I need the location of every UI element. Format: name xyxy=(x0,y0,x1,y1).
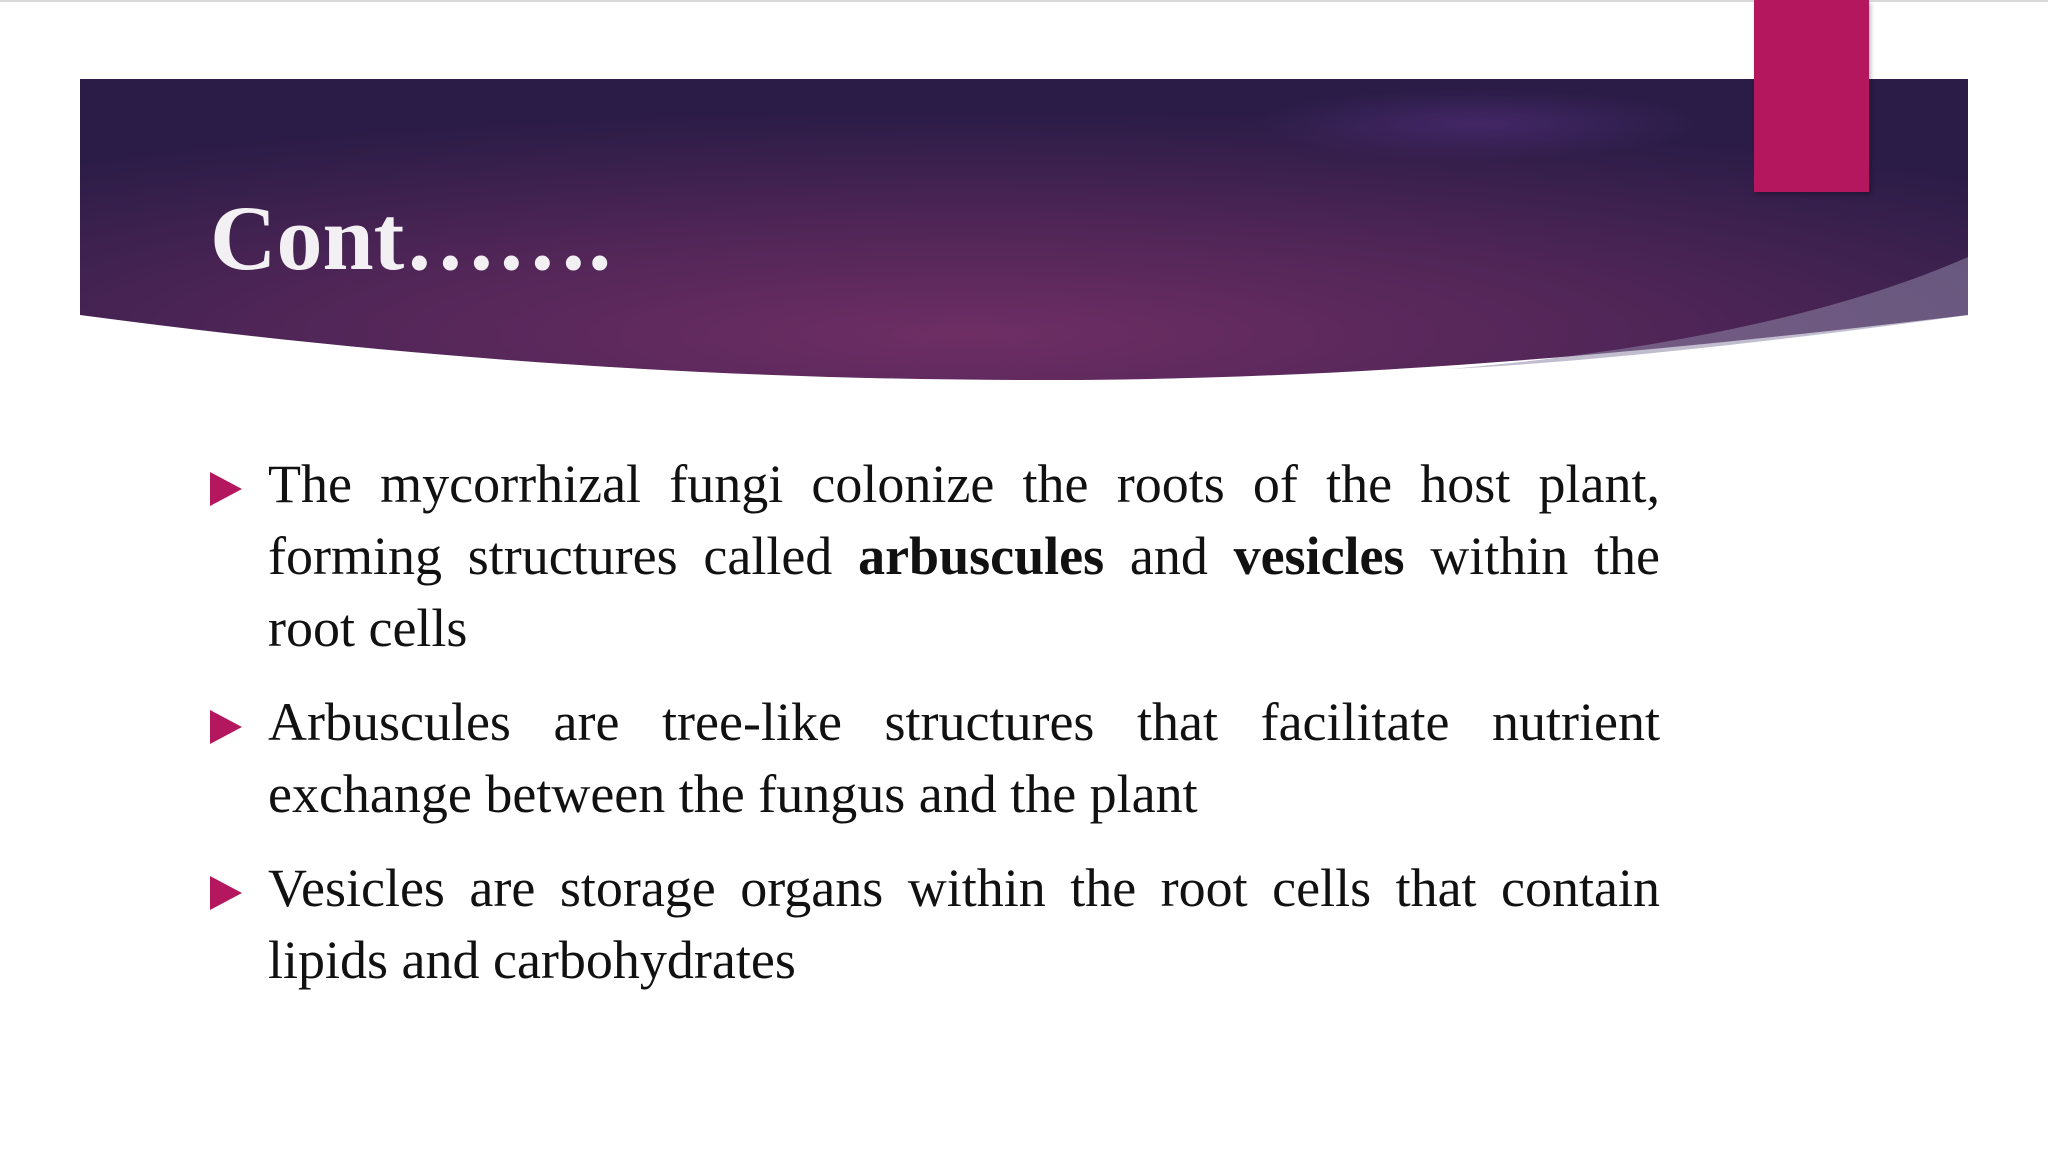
bullet-text xyxy=(268,686,1660,830)
top-divider xyxy=(0,0,2048,2)
bullet-item xyxy=(210,686,1660,830)
bullet-text xyxy=(268,852,1660,996)
bullet-text-segment: and xyxy=(1104,526,1234,586)
bold-term: arbuscules xyxy=(858,526,1105,586)
bullet-item xyxy=(210,448,1660,664)
bullet-list xyxy=(210,448,1660,1018)
bullet-text-segment: within the root cells xyxy=(268,526,1660,658)
triangle-right-icon xyxy=(210,472,242,506)
bullet-text-segment: The mycorrhizal fungi colonize the roots of the host plant, forming structures called xyxy=(268,454,1660,586)
bullet-item xyxy=(210,852,1660,996)
triangle-right-icon xyxy=(210,710,242,744)
bold-term: vesicles xyxy=(1233,526,1405,586)
bullet-text-segment: Arbuscules are tree-like structures that facilitate nutrient exchange between the fungus and the plant xyxy=(268,692,1660,824)
triangle-right-icon xyxy=(210,876,242,910)
bullet-text-segment: Vesicles are storage organs within the root cells that contain lipids and carbohydrates xyxy=(268,858,1660,990)
bullet-text xyxy=(268,448,1660,664)
bookmark-ribbon xyxy=(1754,0,1869,192)
slide-title: Cont……. xyxy=(210,187,612,289)
